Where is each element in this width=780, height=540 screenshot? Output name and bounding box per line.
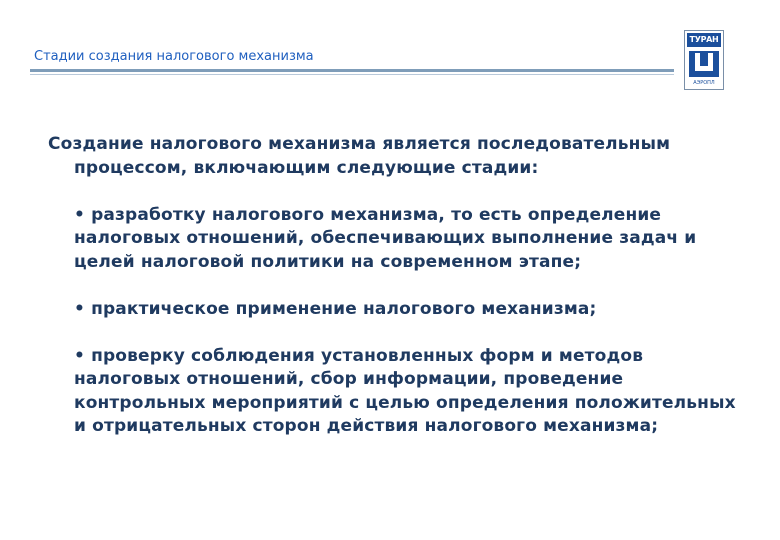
logo-caption: АЭРОПЛ — [693, 80, 715, 86]
bullet-item-application: • практическое применение налогового механизма; — [74, 298, 597, 319]
logo-emblem-icon — [689, 51, 719, 77]
header-divider-thin — [30, 74, 674, 75]
slide-title: Стадии создания налогового механизма — [34, 49, 314, 64]
header-divider — [30, 69, 674, 72]
bullet-item-verification: • проверку соблюдения установленных форм и методов налоговых отношений, сбор информации, проведение контрольных мероприятий с целью определения положительных и отрицательных сторон действия налогового механизма; — [74, 345, 736, 436]
logo-wordmark: ТУРАН — [687, 33, 721, 47]
slide-body — [48, 133, 738, 439]
slide-header — [0, 0, 780, 100]
intro-paragraph: Создание налогового механизма является последовательным процессом, включающим следующие стадии: — [48, 134, 671, 178]
bullet-item-development: • разработку налогового механизма, то есть определение налоговых отношений, обеспечивающих выполнение задач и целей налоговой политики на современном этапе; — [74, 204, 697, 272]
turan-logo — [684, 30, 724, 90]
